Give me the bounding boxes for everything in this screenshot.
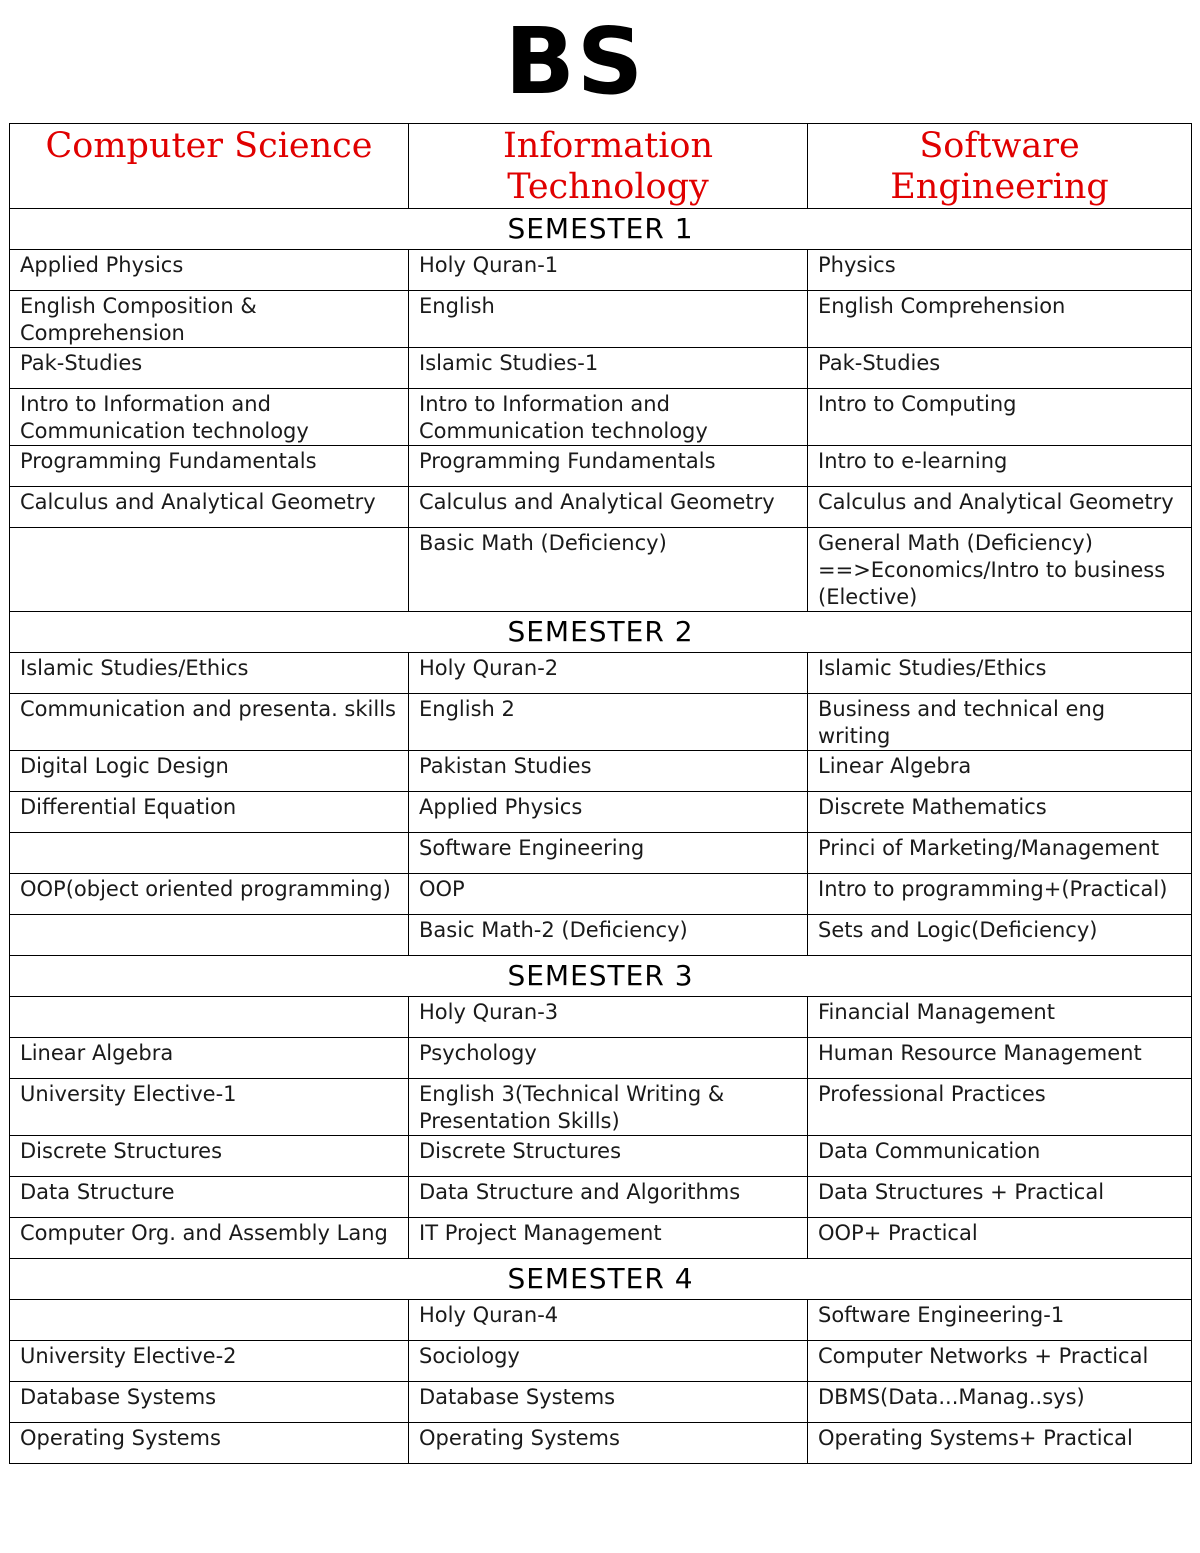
it-course: Pakistan Studies [409, 751, 808, 792]
cs-course: Communication and presenta. skills [10, 694, 409, 751]
se-course: OOP+ Practical [808, 1218, 1192, 1259]
cs-course: Computer Org. and Assembly Lang [10, 1218, 409, 1259]
it-course: Sociology [409, 1341, 808, 1382]
table-row [10, 1300, 1192, 1341]
se-course: Financial Management [808, 997, 1192, 1038]
se-course: Data Structures + Practical [808, 1177, 1192, 1218]
table-row [10, 653, 1192, 694]
se-course: Discrete Mathematics [808, 792, 1192, 833]
it-course: Holy Quran-4 [409, 1300, 808, 1341]
table-row [10, 487, 1192, 528]
se-course: Islamic Studies/Ethics [808, 653, 1192, 694]
table-row [10, 792, 1192, 833]
cs-course [10, 1300, 409, 1341]
table-row [10, 1382, 1192, 1423]
se-course: Linear Algebra [808, 751, 1192, 792]
it-course: Calculus and Analytical Geometry [409, 487, 808, 528]
it-course: Holy Quran-3 [409, 997, 808, 1038]
cs-course: Database Systems [10, 1382, 409, 1423]
cs-course: Pak-Studies [10, 348, 409, 389]
header-information-technology: Information Technology [409, 124, 808, 209]
cs-course: Differential Equation [10, 792, 409, 833]
cs-course: University Elective-2 [10, 1341, 409, 1382]
it-course: English [409, 291, 808, 348]
header-computer-science: Computer Science [10, 124, 409, 209]
se-course: Calculus and Analytical Geometry [808, 487, 1192, 528]
cs-course: OOP(object oriented programming) [10, 874, 409, 915]
se-course: Intro to programming+(Practical) [808, 874, 1192, 915]
table-row [10, 874, 1192, 915]
table-row [10, 833, 1192, 874]
se-course: DBMS(Data...Manag..sys) [808, 1382, 1192, 1423]
table-row [10, 915, 1192, 956]
table-row [10, 348, 1192, 389]
semester-label: SEMESTER 4 [10, 1259, 1192, 1300]
se-course: Intro to Computing [808, 389, 1192, 446]
cs-course: Discrete Structures [10, 1136, 409, 1177]
semester-4-row [10, 1259, 1192, 1300]
table-row [10, 1423, 1192, 1464]
it-course: Basic Math (Deficiency) [409, 528, 808, 612]
it-course: Applied Physics [409, 792, 808, 833]
it-course: Data Structure and Algorithms [409, 1177, 808, 1218]
it-course: Islamic Studies-1 [409, 348, 808, 389]
se-course: Physics [808, 250, 1192, 291]
it-course: English 2 [409, 694, 808, 751]
se-course: Professional Practices [808, 1079, 1192, 1136]
semester-2-row [10, 612, 1192, 653]
it-course: Discrete Structures [409, 1136, 808, 1177]
semester-label: SEMESTER 2 [10, 612, 1192, 653]
table-row [10, 694, 1192, 751]
cs-course: English Composition & Comprehension [10, 291, 409, 348]
it-course: Operating Systems [409, 1423, 808, 1464]
se-course: Pak-Studies [808, 348, 1192, 389]
se-course: Business and technical eng writing [808, 694, 1192, 751]
it-course: Basic Math-2 (Deficiency) [409, 915, 808, 956]
cs-course: Digital Logic Design [10, 751, 409, 792]
header-software-engineering: Software Engineering [808, 124, 1192, 209]
table-row [10, 1079, 1192, 1136]
it-course: Database Systems [409, 1382, 808, 1423]
cs-course: Operating Systems [10, 1423, 409, 1464]
cs-course: Intro to Information and Communication technology [10, 389, 409, 446]
cs-course [10, 528, 409, 612]
page-title: BS [504, 8, 646, 115]
table-row [10, 250, 1192, 291]
table-row [10, 1218, 1192, 1259]
table-row [10, 1136, 1192, 1177]
table-row [10, 1177, 1192, 1218]
table-row [10, 751, 1192, 792]
cs-course: Linear Algebra [10, 1038, 409, 1079]
table-row [10, 389, 1192, 446]
it-course: Programming Fundamentals [409, 446, 808, 487]
it-course: IT Project Management [409, 1218, 808, 1259]
se-course: Software Engineering-1 [808, 1300, 1192, 1341]
it-course: Holy Quran-1 [409, 250, 808, 291]
header-row [10, 124, 1192, 209]
it-course: Software Engineering [409, 833, 808, 874]
se-course: Data Communication [808, 1136, 1192, 1177]
semester-1-row [10, 209, 1192, 250]
se-course: Human Resource Management [808, 1038, 1192, 1079]
semester-3-row [10, 956, 1192, 997]
semester-label: SEMESTER 1 [10, 209, 1192, 250]
se-course: Operating Systems+ Practical [808, 1423, 1192, 1464]
it-course: English 3(Technical Writing & Presentation Skills) [409, 1079, 808, 1136]
cs-course: University Elective-1 [10, 1079, 409, 1136]
it-course: OOP [409, 874, 808, 915]
cs-course: Calculus and Analytical Geometry [10, 487, 409, 528]
cs-course: Islamic Studies/Ethics [10, 653, 409, 694]
it-course: Intro to Information and Communication technology [409, 389, 808, 446]
cs-course [10, 915, 409, 956]
table-row [10, 446, 1192, 487]
table-row [10, 997, 1192, 1038]
se-course: Princi of Marketing/Management [808, 833, 1192, 874]
se-course: Sets and Logic(Deficiency) [808, 915, 1192, 956]
se-course: Intro to e-learning [808, 446, 1192, 487]
table-row [10, 1341, 1192, 1382]
cs-course: Data Structure [10, 1177, 409, 1218]
cs-course: Applied Physics [10, 250, 409, 291]
semester-label: SEMESTER 3 [10, 956, 1192, 997]
se-course: English Comprehension [808, 291, 1192, 348]
it-course: Holy Quran-2 [409, 653, 808, 694]
table-row [10, 1038, 1192, 1079]
se-course: Computer Networks + Practical [808, 1341, 1192, 1382]
se-course: General Math (Deficiency) ==>Economics/Intro to business (Elective) [808, 528, 1192, 612]
cs-course [10, 833, 409, 874]
it-course: Psychology [409, 1038, 808, 1079]
cs-course [10, 997, 409, 1038]
table-row [10, 291, 1192, 348]
cs-course: Programming Fundamentals [10, 446, 409, 487]
table-row [10, 528, 1192, 612]
curriculum-table [9, 123, 1192, 1464]
